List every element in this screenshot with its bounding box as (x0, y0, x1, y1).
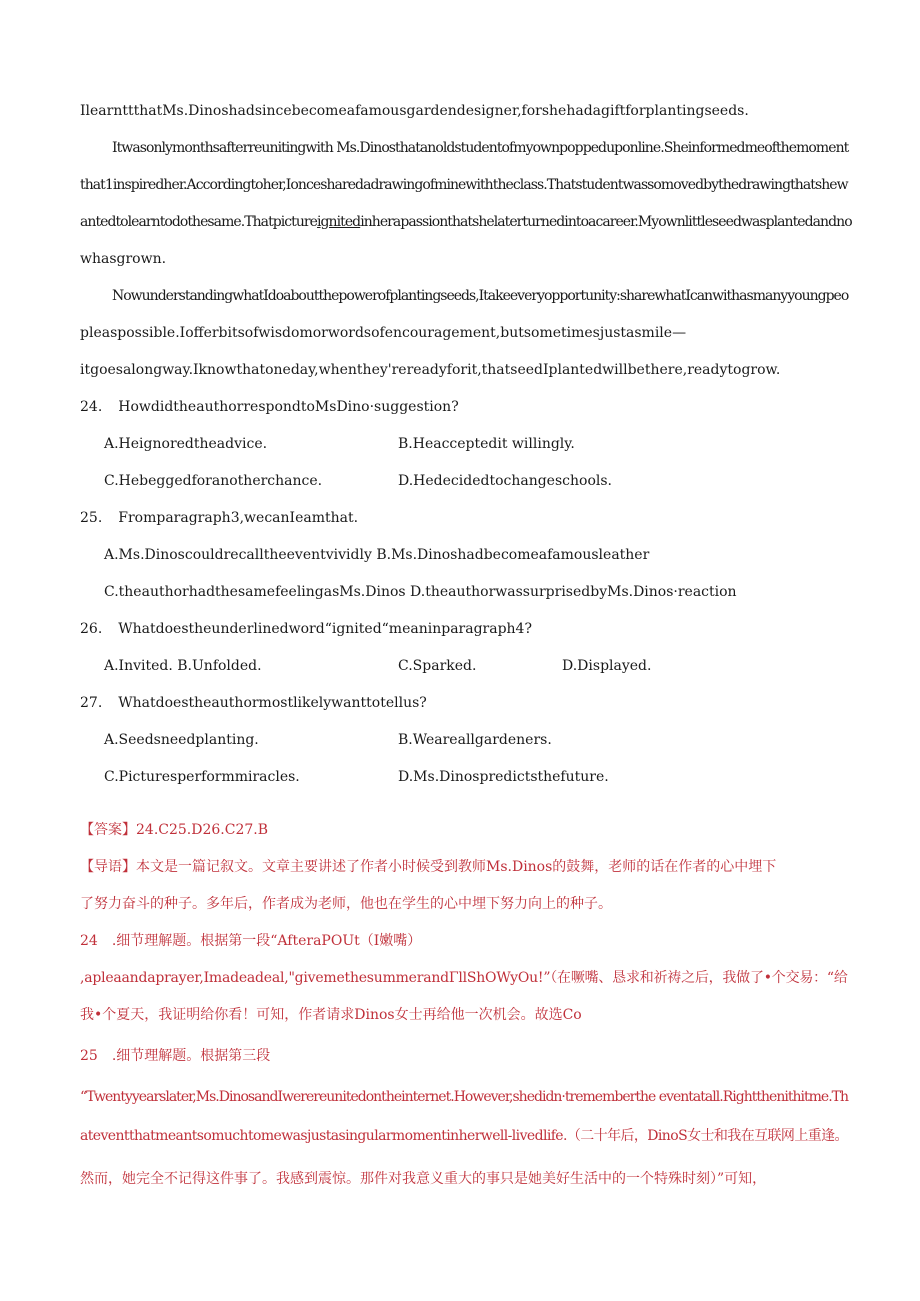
passage-paragraph-3-line-2: that1inspiredher.Accordingtoher,Ioncesharedadrawingofminewiththeclass.Thatstudentwassomovedbythedrawingthatshew (80, 177, 848, 193)
question-stem: Whatdoestheauthormostlikelywanttotellus? (118, 695, 427, 711)
passage-text: inherapassionthatshelaterturnedintoacareer.Myownlittleseedwasplantedandno (360, 214, 852, 230)
question-number: 25. (80, 510, 103, 526)
option-26-ab: A.Invited. B.Unfolded. (104, 658, 262, 674)
question-stem: Fromparagraph3,wecanIeamthat. (118, 510, 359, 526)
answer-line (80, 821, 268, 839)
passage-paragraph-3-line-4: whasgrown. (80, 251, 167, 267)
question-number: 24. (80, 399, 103, 415)
option-25-cd: C.theauthorhadthesamefeelingasMs.Dinos D.theauthorwassurprisedbyMs.Dinos·reaction (104, 584, 737, 600)
option-24-d: D.Hedecidedtochangeschools. (398, 473, 612, 489)
passage-paragraph-4-line-2: pleaspossible.Iofferbitsofwisdomorwordsofencouragement,butsometimesjustasmile— (80, 325, 687, 341)
explanation-24-line-3: 我•个夏天，我证明给你看！可知，作者请求Dinos女士再给他一次机会。故选Co (80, 1007, 582, 1023)
passage-text: antedtolearntodothesame.Thatpicture (80, 214, 318, 230)
question-number: 26. (80, 621, 103, 637)
option-27-a: A.Seedsneedplanting. (104, 732, 259, 748)
option-24-b: B.Heacceptedit willingly. (398, 436, 575, 452)
passage-paragraph-4-line-1: NowunderstandingwhatIdoaboutthepowerofplantingseeds,Itakeeveryopportunity:sharewhatIcanwithasmanyyoungpeo (112, 288, 849, 304)
question-27 (80, 694, 427, 712)
question-26 (80, 620, 532, 638)
answer-label: 【答案】 (80, 822, 136, 838)
guide-line-1 (80, 858, 776, 876)
passage-paragraph-3-line-3 (80, 213, 852, 231)
option-25-ab: A.Ms.Dinoscouldrecalltheeventvividly B.Ms.Dinoshadbecomeafamousleather (104, 547, 650, 563)
guide-text: 本文是一篇记叙文。文章主要讲述了作者小时候受到教师Ms.Dinos的鼓舞，老师的话在作者的心中埋下 (136, 859, 777, 875)
explanation-25-line-3: ateventthatmeantsomuchtomewasjustasingularmomentinherwell-livedlife.（二十年后，DinoS女士和我在互联网上重逢。 (80, 1128, 848, 1144)
underlined-word-ignited: ignited (317, 214, 361, 230)
passage-paragraph-2-line: IlearnttthatMs.Dinoshadsincebecomeafamousgardendesigner,forshehadagiftforplantingseeds. (80, 103, 749, 119)
option-27-d: D.Ms.Dinospredictsthefuture. (398, 769, 609, 785)
explanation-25-line-1: 25 .细节理解题。根据第三段 (80, 1048, 271, 1064)
explanation-25-line-4: 然而，她完全不记得这件事了。我感到震惊。那件对我意义重大的事只是她美好生活中的一个特殊时刻）”可知， (80, 1171, 767, 1187)
option-26-c: C.Sparked. (398, 658, 477, 674)
guide-line-2: 了努力奋斗的种子。多年后，作者成为老师，他也在学生的心中埋下努力向上的种子。 (80, 896, 612, 912)
guide-label: 【导语】 (80, 859, 136, 875)
passage-paragraph-4-line-3: itgoesalongway.Iknowthatoneday,whenthey'rereadyforit,thatseedIplantedwillbethere,readytogrow. (80, 362, 781, 378)
explanation-24-line-1: 24 .细节理解题。根据第一段“AfteraPOUt（I嫩嘴） (80, 933, 422, 949)
question-stem: Whatdoestheunderlinedword“ignited“meaninparagraph4? (118, 621, 532, 637)
answer-value: 24.C25.D26.C27.B (136, 822, 268, 838)
question-number: 27. (80, 695, 103, 711)
passage-paragraph-3-line-1: Itwasonlymonthsafterreunitingwith Ms.Dinosthatanoldstudentofmyownpoppeduponline.Sheinformedmeofthemoment (112, 140, 849, 156)
explanation-24-line-2: ,apleaandaprayer,Imadeadeal,"givemethesummerandΓllShOWyOu!”（在噘嘴、恳求和祈祷之后，我做了•个交易：“给 (80, 970, 848, 986)
question-stem: HowdidtheauthorrespondtoMsDino·suggestion? (118, 399, 459, 415)
option-27-c: C.Picturesperformmiracles. (104, 769, 300, 785)
option-24-a: A.Heignoredtheadvice. (104, 436, 268, 452)
option-27-b: B.Weareallgardeners. (398, 732, 552, 748)
option-24-c: C.Hebeggedforanotherchance. (104, 473, 323, 489)
explanation-25-line-2: “Twentyyearslater,Ms.DinosandIwerereunitedontheinternet.However,shedidn·trememberthe eventatall.Rightthenithitme.Th (80, 1089, 849, 1105)
question-24 (80, 398, 459, 416)
question-25 (80, 509, 358, 527)
option-26-d: D.Displayed. (562, 658, 652, 674)
